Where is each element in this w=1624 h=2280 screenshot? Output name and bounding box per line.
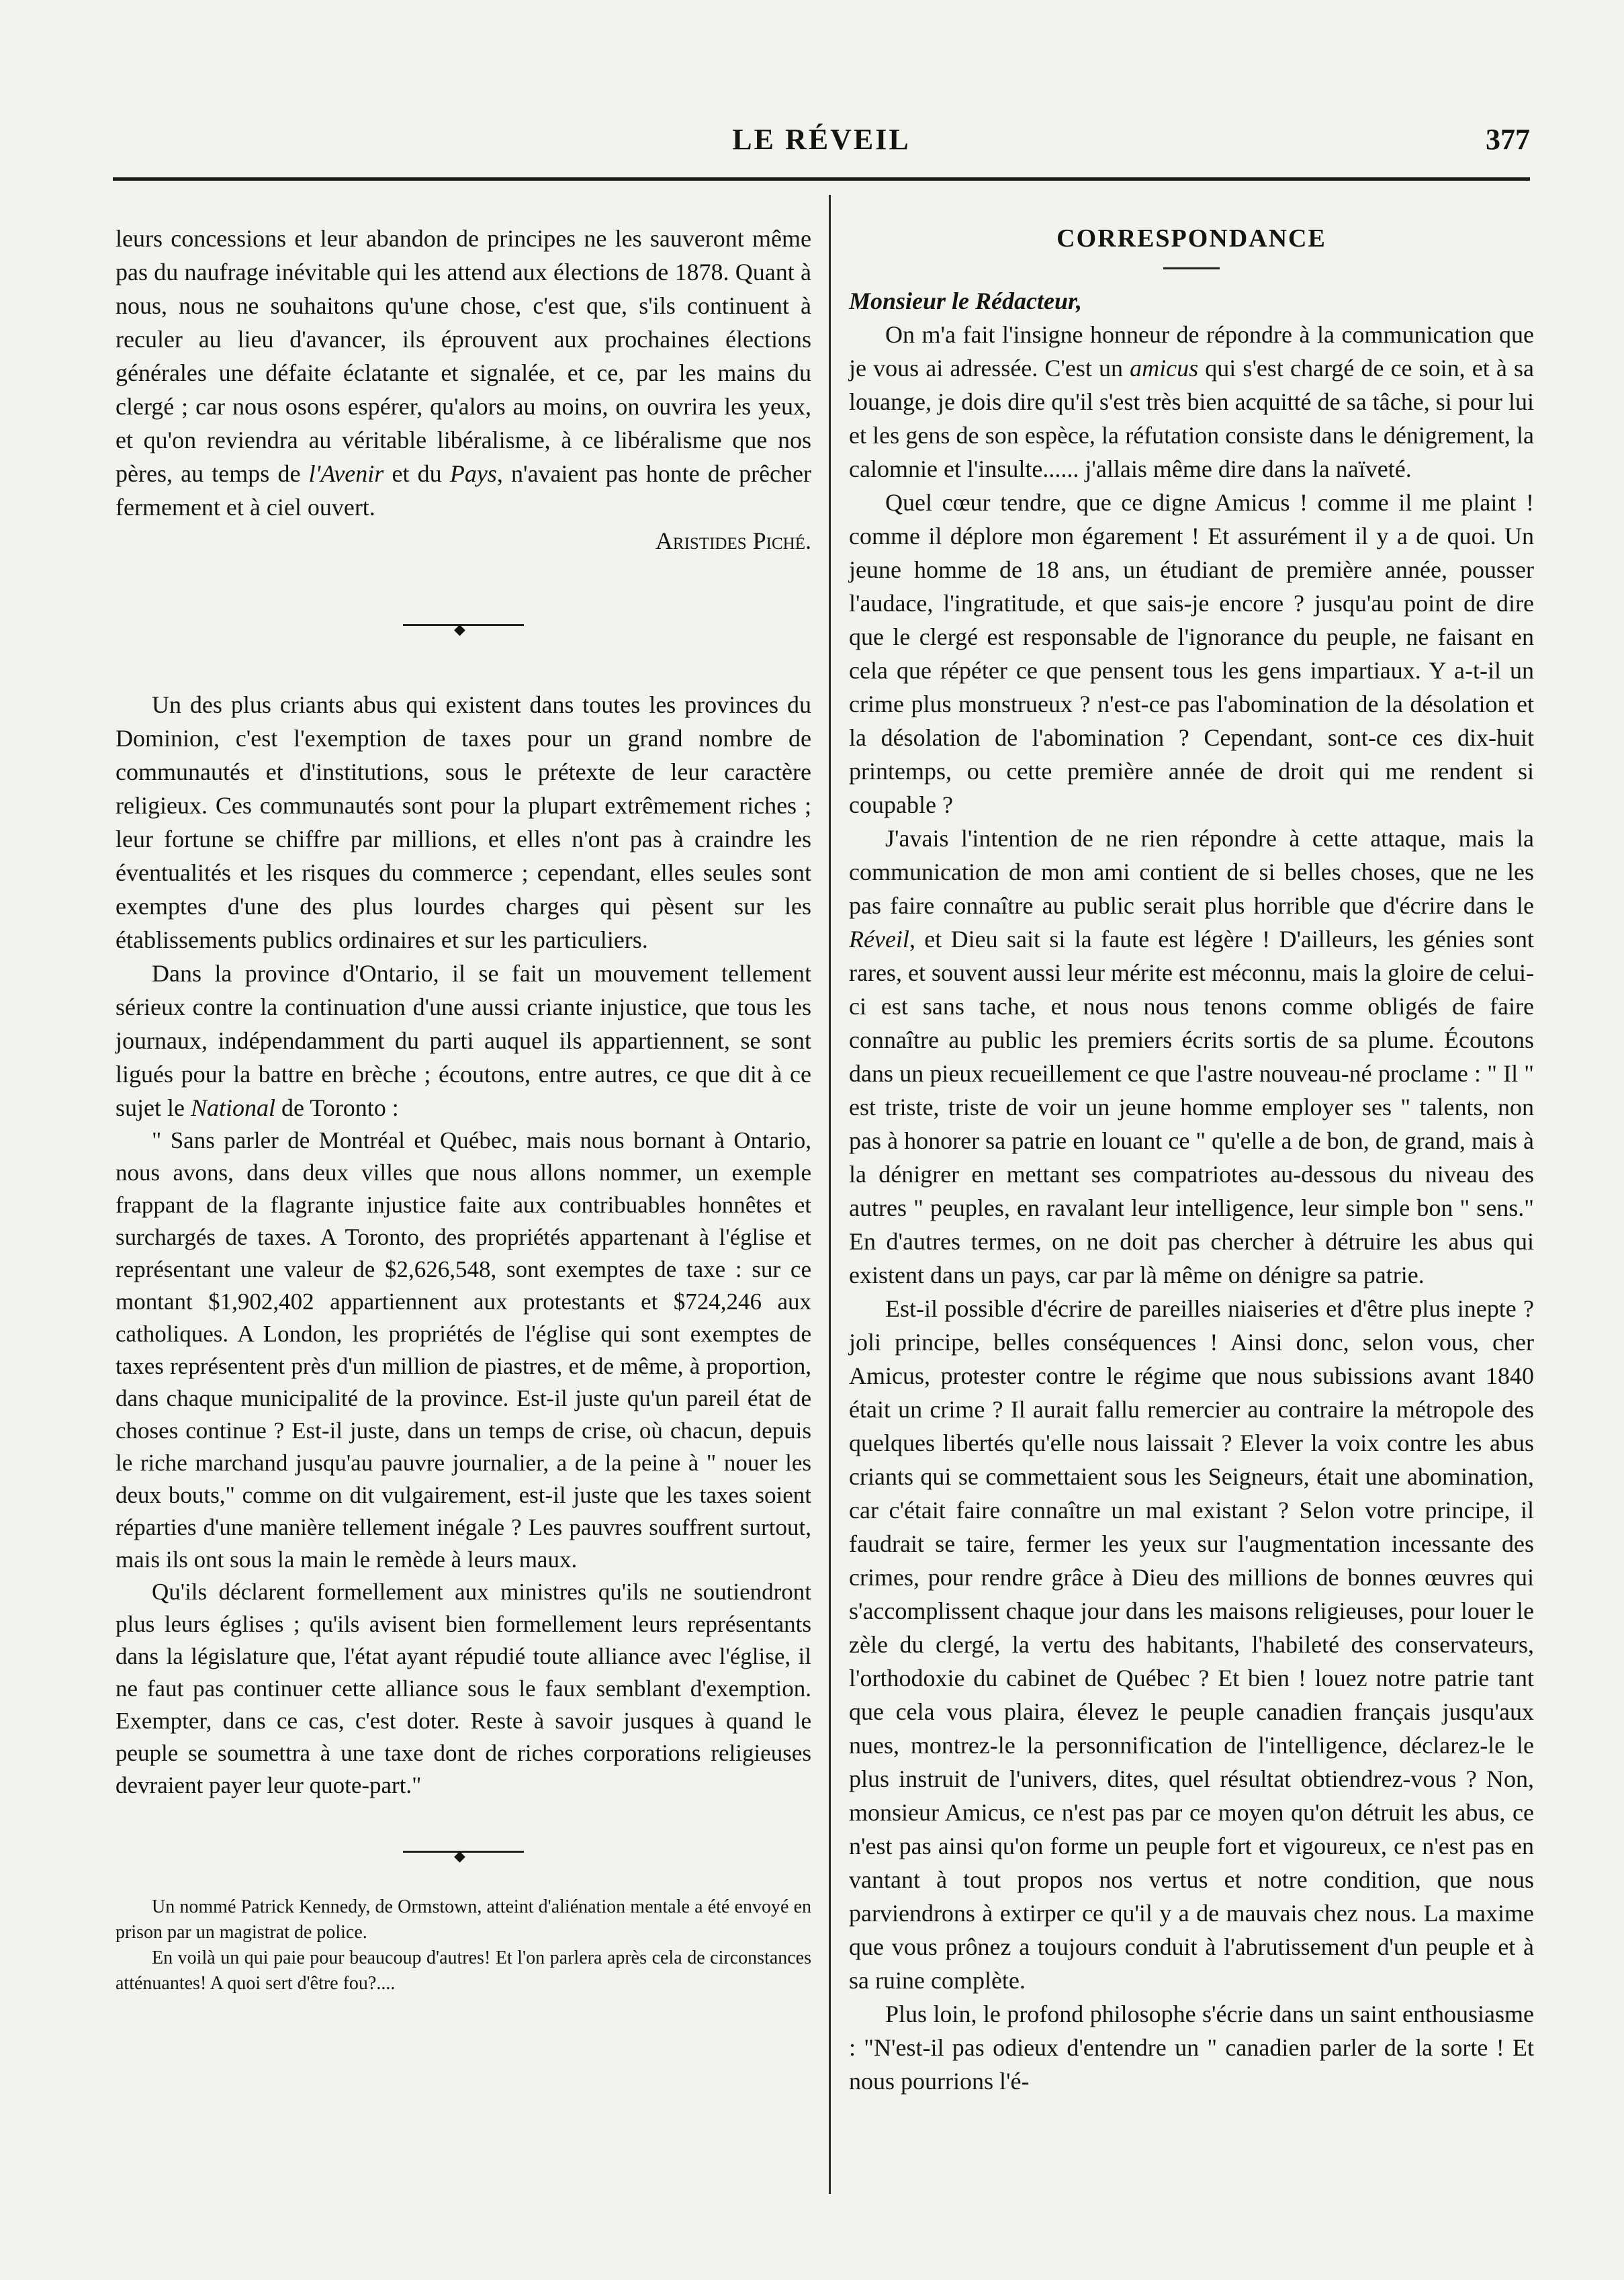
section-ornament — [403, 1849, 524, 1854]
letter-paragraph: On m'a fait l'insigne honneur de répondre à la communication que je vous ai adressée. C'est un amicus qui s'est chargé de ce soin, et à sa louange, je dois dire qu'il s'est très bien acquitté de sa tâche, si pour lui et les gens de son espèce, la réfutation consiste dans le dénigrement, la calomnie et l'insulte...... j'allais même dire dans la naïveté. — [849, 321, 1535, 482]
letter-paragraph: J'avais l'intention de ne rien répondre à cette attaque, mais la communication de mon ami contient de si belles choses, que ne les pas faire connaître au public serait plus horrible que d'écrire dans le Réveil, et Dieu sait si la faute est légère ! D'ailleurs, les génies sont rares, et souvent aussi leur mérite est méconnu, mais la gloire de celui-ci est sans tache, et nous nous tenons comme obligés de faire connaître au public les premiers écrits sortis de sa plume. Écoutons dans un pieux recueillement ce que l'astre nouveau-né proclame : " Il " est triste, triste de voir un jeune homme employer ses " talents, non pas à honorer sa patrie en louant ce " qu'elle a de bon, de grand, mais à la dénigrer en mettant ses compatriotes au-dessous du niveau des autres " peuples, en ravalant leur intelligence, leur simple bon " sens." En d'autres termes, on ne doit pas chercher à détruire les abus qui existent dans un pays, car par là même on dénigre sa patrie. — [849, 825, 1534, 1288]
author-signature: Aristides Piché. — [655, 527, 811, 554]
news-item-text: Un nommé Patrick Kennedy, de Ormstown, atteint d'aliénation mentale a été envoyé en prison par un magistrat de police. — [116, 1896, 811, 1943]
news-item — [116, 1894, 811, 1997]
page-number: 377 — [1486, 123, 1530, 156]
letter-salutation: Monsieur le Rédacteur, — [849, 288, 1083, 314]
letter-paragraph: Quel cœur tendre, que ce digne Amicus ! comme il me plaint ! comme il déplore mon égarement ! Et assurément il y a de quoi. Un jeune homme de 18 ans, un étudiant de première année, pousser l'audace, l'ingratitude, et que sais-je encore ? jusqu'au point de dire que le clergé est responsable de l'ignorance du peuple, ne faisant en cela que répéter ce que pensent tous les gens impartiaux. Y a-t-il un crime plus monstrueux ? n'est-ce pas l'abomination de la désolation et la désolation de l'abomination ? Cependant, sont-ce ces dix-huit printemps, ou cette première année de droit qui me rendent si coupable ? — [849, 489, 1534, 818]
letter-paragraph: Plus loin, le profond philosophe s'écrie dans un saint enthousiasme : "N'est-il pas odieux d'entendre un " canadien parler de la sorte ! Et nous pourrions l'é- — [849, 2001, 1534, 2095]
heading-rule — [1163, 267, 1220, 269]
letter-paragraph: Est-il possible d'écrire de pareilles niaiseries et d'être plus inepte ? joli principe, belles conséquences ! Ainsi donc, selon vous, cher Amicus, protester contre le régime que nous subissions avant 1840 était un crime ? Il aurait fallu remercier au contraire la métropole des quelques libertés qu'elle nous laissait ? Elever la voix contre les abus criants qui se commettaient sous les Seigneurs, était une abomination, car c'était faire connaître un mal existant ? Selon votre principe, il faudrait se taire, fermer les yeux sur l'augmentation incessante des crimes, pour rendre grâce à Dieu des millions de bonnes œuvres qui s'accomplissent chaque jour dans les maisons religieuses, pour louer le zèle du clergé, la vertu des habitants, l'habileté des conservateurs, l'orthodoxie du cabinet de Québec ? Et bien ! louez notre patrie tant que cela vous plaira, élevez le peuple canadien français jusqu'aux nues, montrez-le la personnification de l'intelligence, déclarez-le le plus instruit de l'univers, dites, quel résultat obtiendrez-vous ? Non, monsieur Amicus, ce n'est pas par ce moyen qu'on détruit les abus, ce n'est pas ainsi qu'on forme un peuple fort et vigoureux, ce n'est pas en vantant à tout propos nos vertus et notre condition, que nous parviendrons à extirper ce qu'il y a de mauvais chez nous. La maxime que vous prônez a toujours conduit à l'abrutissement d'un peuple et à sa ruine complète. — [849, 1295, 1534, 1994]
quoted-passage: Qu'ils déclarent formellement aux ministres qu'ils ne soutiendront plus leurs églises ; qu'ils avisent bien formellement leurs représentants dans la législature que, l'état ayant répudié toute alliance avec l'église, il ne faut pas continuer cette alliance sous le faux semblant d'exemption. Exempter, dans ce cas, c'est doter. Reste à savoir jusques à quand le peuple se soumettra à une taxe dont de riches corporations religieuses devraient payer leur quote-part." — [116, 1579, 811, 1798]
section-heading: CORRESPONDANCE — [1056, 224, 1326, 253]
page-header — [113, 122, 1530, 173]
quoted-passage: " Sans parler de Montréal et Québec, mais nous bornant à Ontario, nous avons, dans deux villes que nous allons nommer, un exemple frappant de la flagrante injustice faite aux contribuables honnêtes et surchargés de taxes. A Toronto, des propriétés appartenant à l'église et représentant une valeur de $2,626,548, sont exemptes de taxe : sur ce montant $1,902,402 appartiennent aux protestants et $724,246 aux catholiques. A London, les propriétés de l'église qui sont exemptes de taxes représentent près d'un million de piastres, et de même, à proportion, dans chaque municipalité de la province. Est-il juste qu'un pareil état de choses continue ? Est-il juste, dans un temps de crise, où chacun, depuis le riche marchand jusqu'au pauvre journalier, a de la peine à " nouer les deux bouts," comme on dit vulgairement, est-il juste que les taxes soient réparties d'une manière tellement inégale ? Les pauvres souffrent surtout, mais ils ont sous la main le remède à leurs maux. — [116, 1127, 811, 1573]
news-item-comment: En voilà un qui paie pour beaucoup d'autres! Et l'on parlera après cela de circonstances atténuantes! A quoi sert d'être fou?.... — [116, 1947, 811, 1994]
header-rule — [113, 177, 1530, 181]
journal-title: LE RÉVEIL — [732, 123, 911, 156]
left-column — [116, 222, 811, 1997]
article-paragraph: Dans la province d'Ontario, il se fait un mouvement tellement sérieux contre la continuation d'une aussi criante injustice, que tous les journaux, indépendamment du parti auquel ils appartiennent, se sont ligués pour la battre en brèche ; écoutons, entre autres, ce que dit à ce sujet le National de Toronto : — [116, 960, 811, 1121]
column-divider — [829, 195, 831, 2194]
article-paragraph: Un des plus criants abus qui existent dans toutes les provinces du Dominion, c'est l'exemption de taxes pour un grand nombre de communautés et d'institutions, sous le prétexte de leur caractère religieux. Ces communautés sont pour la plupart extrêmement riches ; leur fortune se chiffre par millions, et elles n'ont pas à craindre les éventualités et les risques du commerce ; cependant, elles seules sont exemptes d'une des plus lourdes charges qui pèsent sur les établissements publics ordinaires et sur les particuliers. — [116, 691, 811, 953]
article-continuation: leurs concessions et leur abandon de principes ne les sauveront même pas du naufrage inévitable qui les attend aux élections de 1878. Quant à nous, nous ne souhaitons qu'une chose, c'est que, s'ils continuent à reculer au lieu d'avancer, ils éprouvent aux prochaines élections générales une défaite éclatante et signalée, et ce, par les mains du clergé ; car nous osons espérer, qu'alors au moins, on ouvrira les yeux, et qu'on reviendra au véritable libéralisme, à ce libéralisme que nos pères, au temps de l'Avenir et du Pays, n'avaient pas honte de prêcher fermement et à ciel ouvert. — [116, 225, 811, 521]
section-ornament — [403, 622, 524, 627]
right-column — [849, 222, 1534, 2098]
